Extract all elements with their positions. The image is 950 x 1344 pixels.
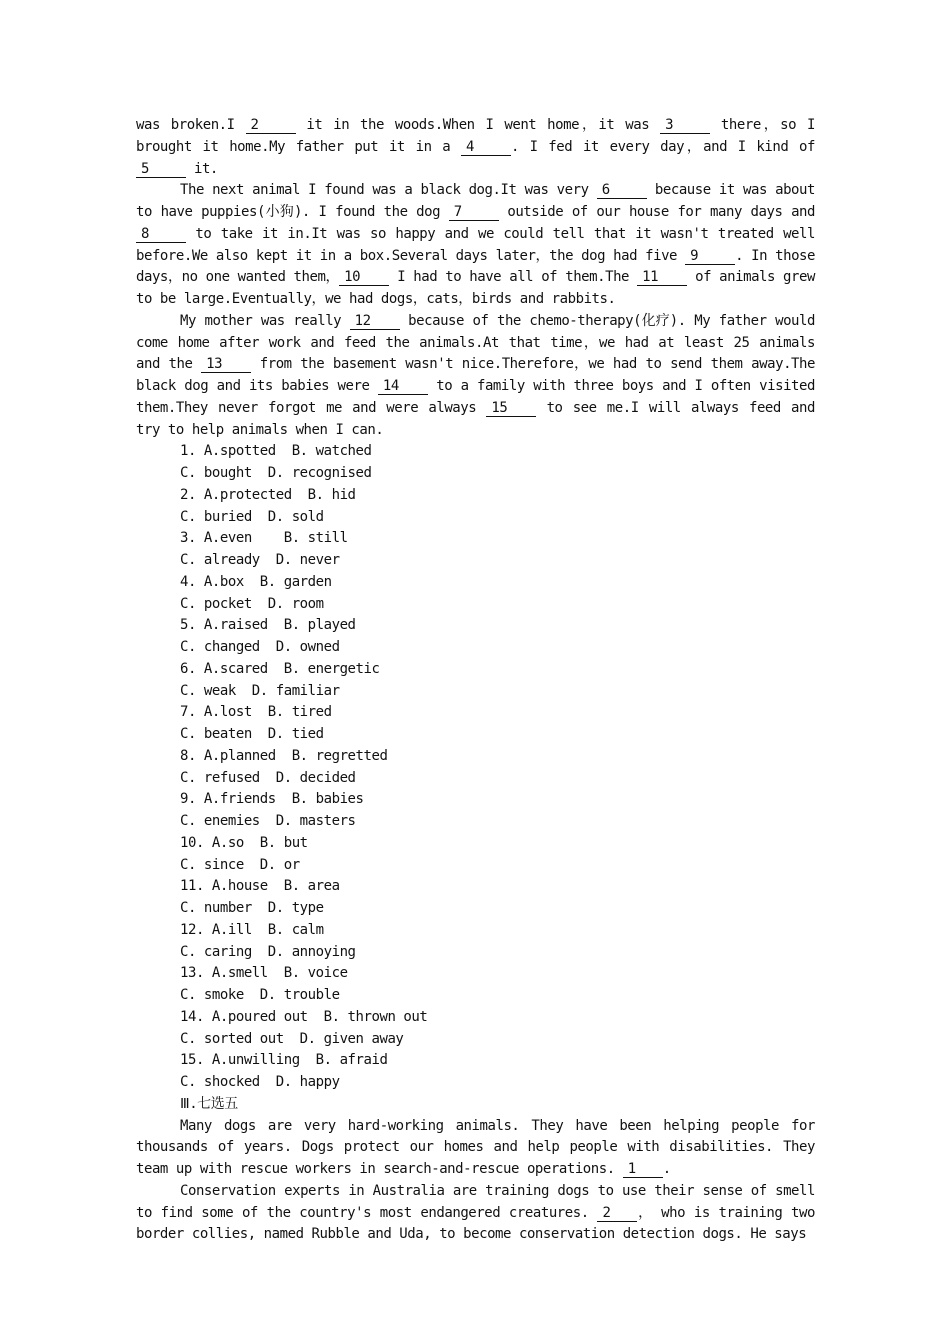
blank-2: 2 [246, 118, 296, 134]
blank-10: 10 [339, 270, 389, 286]
option-line: C. pocket D. room [180, 595, 324, 612]
text-run: to see me.I will always feed and try to help animals when I can. [136, 399, 815, 438]
option-line: C. buried D. sold [180, 508, 324, 525]
text-run: . I fed it every day，and I kind of [510, 138, 815, 155]
text-run: . [662, 1161, 671, 1177]
text-run: there，so I brought it home.My father put it in a [136, 117, 815, 155]
text-run: from the basement wasn't nice.Therefore，we had to send them away.The black dog and its babies were [136, 356, 815, 394]
blank-s2: 2 [597, 1206, 637, 1222]
option-line: 12. A.ill B. calm [180, 921, 324, 938]
blank-15: 15 [486, 401, 536, 417]
option-line: C. refused D. decided [180, 769, 356, 786]
blank-s1: 1 [623, 1162, 663, 1178]
option-line: 2. A.protected B. hid [180, 486, 356, 503]
option-line: C. weak D. familiar [180, 682, 340, 699]
passage-a-paragraph-3 [136, 311, 815, 442]
option-line: C. sorted out D. given away [180, 1030, 404, 1047]
text-run: of animals grew to be large.Eventually，we had dogs，cats，birds and rabbits. [136, 269, 815, 307]
option-line: C. changed D. owned [180, 639, 340, 655]
text-run: it. [186, 160, 218, 177]
blank-4: 4 [461, 140, 511, 156]
option-line: 13. A.smell B. voice [180, 965, 348, 982]
text-run: The next animal I found was a black dog.It was very [180, 182, 597, 199]
option-line: 10. A.so B. but [180, 834, 308, 851]
blank-12: 12 [350, 314, 400, 330]
blank-5: 5 [136, 162, 186, 178]
option-line: 4. A.box B. garden [180, 573, 332, 590]
blank-8: 8 [136, 227, 186, 243]
text-run: ， who is training two border collies, named Rubble and Uda, to become conservation detection dogs. He says [136, 1204, 815, 1243]
blank-11: 11 [637, 270, 687, 286]
text-run: it in the woods.When I went home，it was [295, 117, 661, 133]
option-line: C. bought D. recognised [180, 465, 372, 481]
option-line: 9. A.friends B. babies [180, 791, 364, 808]
text-run: Conservation experts in Australia are training dogs to use their sense of smell to find some of the country's most endangered creatures. [136, 1182, 815, 1221]
blank-6: 6 [597, 183, 647, 199]
text-run: My mother was really [180, 312, 350, 329]
text-run: . In those days，no one wanted them， [136, 247, 816, 286]
option-line: 14. A.poured out B. thrown out [180, 1008, 428, 1025]
section-heading: Ⅲ.七选五 [180, 1095, 238, 1112]
option-line: 8. A.planned B. regretted [180, 747, 388, 764]
option-line: C. shocked D. happy [180, 1074, 340, 1090]
option-line: C. beaten D. tied [180, 726, 324, 742]
section3-paragraph-2 [136, 1181, 815, 1246]
option-line: 1. A.spotted B. watched [180, 443, 372, 460]
text-run: Many dogs are very hard-working animals. They have been helping people for thousands of years. Dogs protect our homes and help people with disabilities. They team up with rescue workers in search-and-rescue operations. [136, 1117, 815, 1177]
blank-13: 13 [201, 357, 251, 373]
option-line: C. since D. or [180, 856, 300, 873]
option-line: 5. A.raised B. played [180, 617, 356, 634]
option-line: C. caring D. annoying [180, 943, 356, 960]
option-line: C. smoke D. trouble [180, 987, 340, 1003]
option-line: 6. A.scared B. energetic [180, 660, 380, 677]
passage-a-paragraph-2 [136, 180, 815, 311]
document-page [136, 115, 815, 1246]
option-line: C. already D. never [180, 552, 340, 568]
answer-options-list [136, 441, 815, 1094]
blank-14: 14 [378, 379, 428, 395]
text-run: because of the chemo-therapy(化疗). My father would come home after work and feed the animals.At that time，we had at least 25 animals and the [136, 312, 815, 373]
option-line: 15. A.unwilling B. afraid [180, 1052, 388, 1069]
section3-paragraph-1 [136, 1116, 815, 1181]
blank-9: 9 [685, 249, 735, 265]
blank-3: 3 [660, 118, 710, 134]
option-line: C. enemies D. masters [180, 813, 356, 829]
option-line: C. number D. type [180, 900, 324, 916]
passage-a-paragraph-1 [136, 115, 815, 180]
text-run: to a family with three boys and I often visited them.They never forgot me and were always [136, 378, 815, 416]
text-run: was broken.I [136, 117, 246, 133]
text-run: I had to have all of them.The [389, 269, 638, 286]
blank-7: 7 [449, 205, 499, 221]
option-line: 11. A.house B. area [180, 878, 340, 895]
option-line: 3. A.even B. still [180, 530, 348, 547]
text-run: to take it in.It was so happy and we could tell that it wasn't treated well before.We also kept it in a box.Several days later，the dog had five [136, 225, 815, 264]
text-run: outside of our house for many days and [498, 204, 816, 220]
option-line: 7. A.lost B. tired [180, 704, 332, 721]
text-run: because it was about to have puppies(小狗). I found the dog [136, 182, 815, 220]
